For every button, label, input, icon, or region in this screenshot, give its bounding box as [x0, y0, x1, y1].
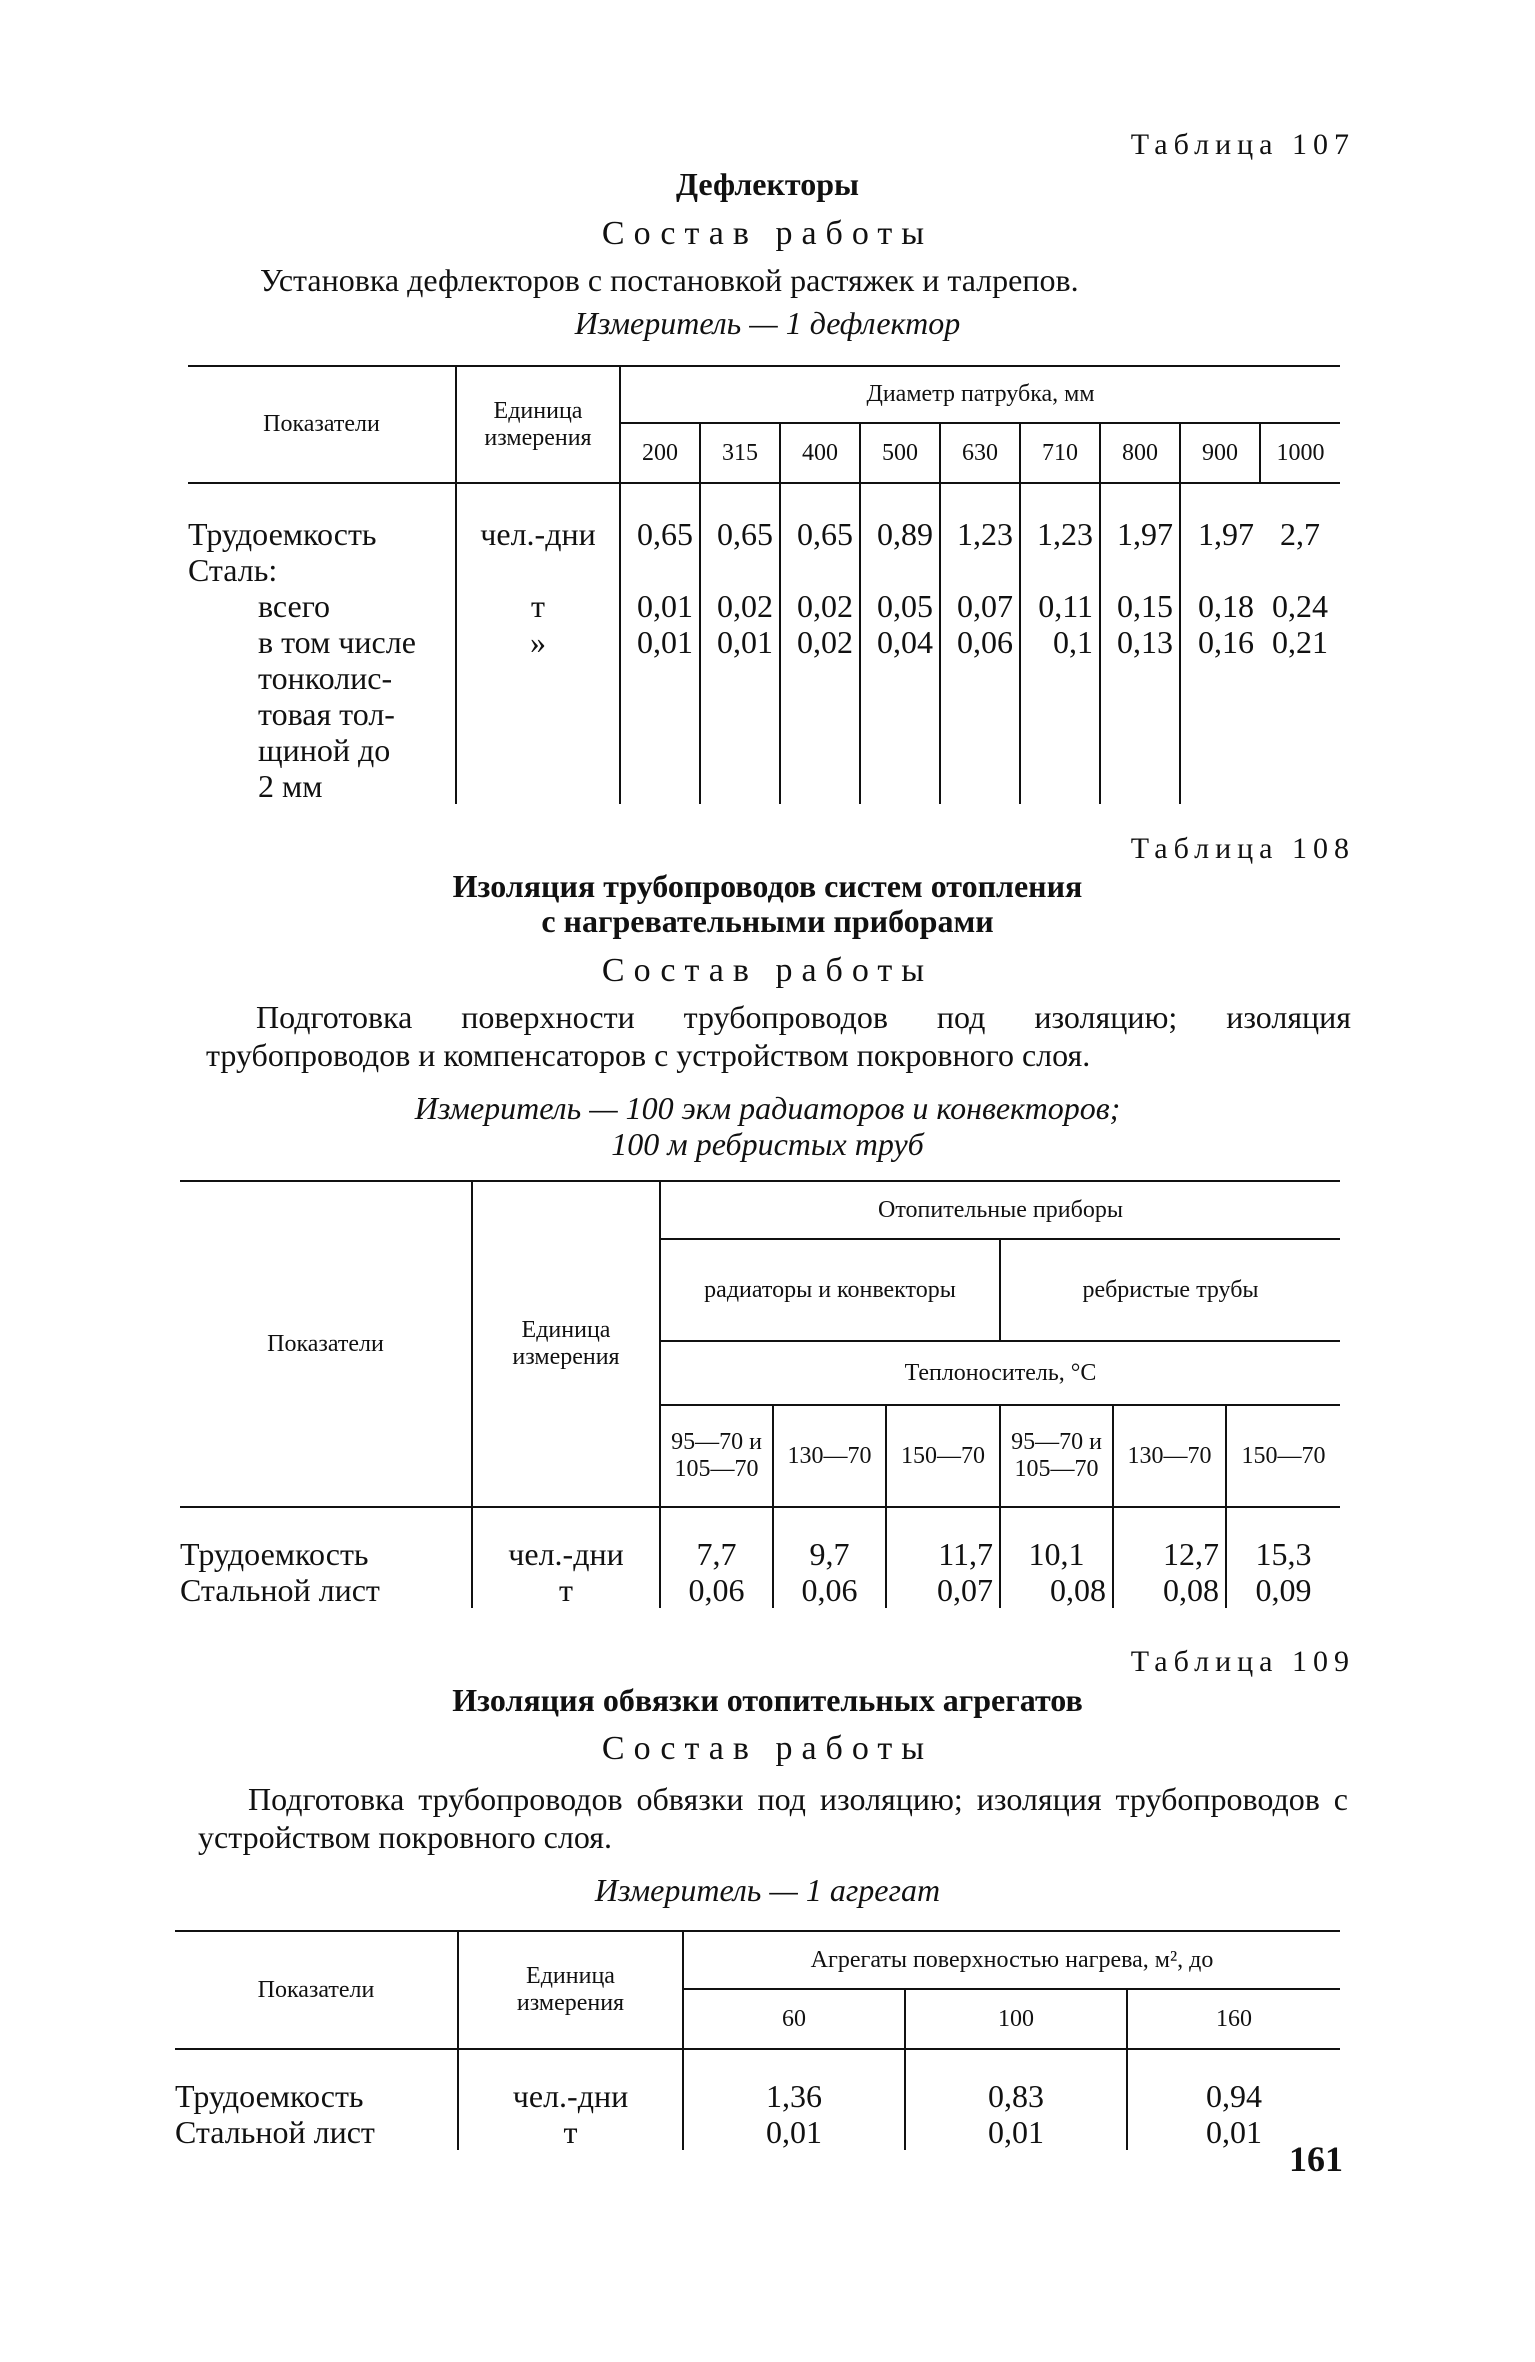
diameter-800: 800 — [1100, 423, 1180, 483]
cell: 12,7 — [1113, 1536, 1226, 1572]
row-name: Трудоемкость — [180, 1536, 369, 1572]
row-name — [188, 624, 456, 804]
row-unit: т — [472, 1572, 660, 1608]
col-header-group: Агрегаты поверхностью нагрева, м², до — [683, 1931, 1340, 1989]
diameter-900: 900 — [1180, 423, 1260, 483]
table-107 — [188, 365, 1340, 804]
table-107-composition-text: Установка дефлекторов с постановкой растяжек и талрепов. — [260, 262, 1079, 298]
row-name-line: тонколис- — [258, 660, 393, 696]
cell: 0,06 — [940, 624, 1020, 804]
cell: 0,18 — [1180, 588, 1260, 624]
col-header-indicators: Показатели — [267, 1330, 384, 1357]
col-header-diameter: Диаметр патрубка, мм — [620, 366, 1340, 423]
cell: 0,65 — [620, 516, 700, 552]
cell: 0,65 — [700, 516, 780, 552]
table-107-title: Дефлекторы — [675, 166, 859, 202]
table-108 — [180, 1180, 1340, 1608]
diameter-630: 630 — [940, 423, 1020, 483]
page-number: 161 — [1289, 2139, 1343, 2179]
diameter-315: 315 — [700, 423, 780, 483]
cell: 0,02 — [780, 624, 860, 804]
row-name: Стальной лист — [180, 1572, 380, 1608]
cell: 1,23 — [940, 516, 1020, 552]
cell: 0,08 — [1000, 1572, 1113, 1608]
row-unit: чел.-дни — [456, 516, 620, 552]
cell: 0,01 — [683, 2114, 905, 2150]
table-row — [188, 516, 1340, 552]
table-row — [180, 1536, 1340, 1572]
cell: 7,7 — [660, 1536, 773, 1572]
temp-3: 150—70 — [886, 1405, 1000, 1507]
cell: 0,65 — [780, 516, 860, 552]
cell: 0,01 — [620, 588, 700, 624]
col-header-indicators: Показатели — [257, 1976, 375, 2003]
table-row — [188, 588, 1340, 624]
table-107-label: Таблица 107 — [1130, 128, 1355, 161]
cell: 0,83 — [905, 2078, 1127, 2114]
table-108-title-line1: Изоляция трубопроводов систем отопления — [452, 868, 1083, 904]
table-109-meter: Измеритель — 1 агрегат — [594, 1872, 941, 1908]
cell: 15,3 — [1226, 1536, 1340, 1572]
diameter-200: 200 — [620, 423, 700, 483]
cell: 0,94 — [1127, 2078, 1340, 2114]
cell: 1,97 — [1100, 516, 1180, 552]
col-header-unit: Единица измерения — [458, 1931, 683, 2049]
row-name-line: в том числе — [258, 624, 416, 660]
cell: 0,09 — [1226, 1572, 1340, 1608]
cell: 0,06 — [660, 1572, 773, 1608]
cell: 0,89 — [860, 516, 940, 552]
col-header-group: Отопительные приборы — [660, 1181, 1340, 1239]
cell: 0,06 — [773, 1572, 886, 1608]
cell: 0,07 — [940, 588, 1020, 624]
cell: 9,7 — [773, 1536, 886, 1572]
size-60: 60 — [683, 1989, 905, 2049]
col-header-radiators: радиаторы и конвекторы — [660, 1239, 1000, 1341]
table-108-title-line2: с нагревательными приборами — [541, 903, 994, 939]
temp-2: 130—70 — [773, 1405, 886, 1507]
cell: 0,02 — [780, 588, 860, 624]
size-100: 100 — [905, 1989, 1127, 2049]
row-name: всего — [258, 588, 331, 624]
cell: 0,08 — [1113, 1572, 1226, 1608]
table-109 — [175, 1930, 1340, 2150]
table-109-composition-heading: Состав работы — [601, 1730, 934, 1767]
cell: 10,1 — [1000, 1536, 1113, 1572]
diameter-500: 500 — [860, 423, 940, 483]
row-name: Трудоемкость — [188, 516, 377, 552]
col-header-coolant: Теплоноситель, °С — [660, 1341, 1340, 1405]
cell: 0,01 — [620, 624, 700, 804]
cell: 0,01 — [1127, 2114, 1340, 2150]
cell: 0,07 — [886, 1572, 1000, 1608]
table-109-label: Таблица 109 — [1130, 1645, 1355, 1678]
col-header-indicators: Показатели — [263, 411, 380, 437]
temp-4: 95—70 и 105—70 — [1000, 1405, 1113, 1507]
cell: 0,21 — [1272, 624, 1328, 660]
row-unit: т — [458, 2114, 683, 2150]
table-109-title: Изоляция обвязки отопительных агрегатов — [452, 1682, 1083, 1718]
cell: 0,13 — [1100, 624, 1180, 804]
cell: 0,04 — [860, 624, 940, 804]
size-160: 160 — [1127, 1989, 1340, 2049]
cell: 0,11 — [1020, 588, 1100, 624]
col-header-finned-pipes: ребристые трубы — [1000, 1239, 1340, 1341]
row-name: Трудоемкость — [175, 2078, 364, 2114]
cell: 0,16 — [1180, 624, 1260, 804]
row-name-line: щиной до — [258, 732, 391, 768]
cell: 0,02 — [700, 588, 780, 624]
table-row — [180, 1572, 1340, 1608]
diameter-710: 710 — [1020, 423, 1100, 483]
table-107-composition-heading: Состав работы — [601, 215, 934, 252]
table-row — [175, 2114, 1340, 2150]
cell: 0,1 — [1020, 624, 1100, 804]
row-unit: чел.-дни — [472, 1536, 660, 1572]
row-unit: т — [456, 588, 620, 624]
col-header-unit: Единица измерения — [456, 366, 620, 483]
table-row — [188, 552, 1340, 588]
table-108-label: Таблица 108 — [1130, 832, 1355, 865]
row-name-line: 2 мм — [258, 768, 323, 804]
row-unit: » — [456, 624, 620, 804]
cell: 0,24 — [1272, 588, 1328, 624]
temp-6: 150—70 — [1226, 1405, 1340, 1507]
temp-1: 95—70 и 105—70 — [660, 1405, 773, 1507]
table-108-meter-line2: 100 м ребристых труб — [611, 1126, 924, 1162]
col-header-unit: Единица измерения — [472, 1181, 660, 1507]
row-name-line: товая тол- — [258, 696, 395, 732]
diameter-400: 400 — [780, 423, 860, 483]
table-row — [188, 624, 1340, 804]
cell: 0,15 — [1100, 588, 1180, 624]
cell: 1,36 — [683, 2078, 905, 2114]
table-row — [175, 2078, 1340, 2114]
cell: 0,05 — [860, 588, 940, 624]
table-107-meter: Измеритель — 1 дефлектор — [574, 305, 961, 341]
cell: 11,7 — [886, 1536, 1000, 1572]
temp-5: 130—70 — [1113, 1405, 1226, 1507]
table-108-meter-line1: Измеритель — 100 экм радиаторов и конвекторов; — [414, 1090, 1121, 1126]
cell: 2,7 — [1280, 516, 1320, 552]
table-108-composition-heading: Состав работы — [601, 952, 934, 989]
row-name: Сталь: — [188, 552, 278, 588]
table-109-composition-text: Подготовка трубопроводов обвязки под изоляцию; изоляция трубопроводов с устройством покровного слоя. — [198, 1781, 1348, 1855]
diameter-1000: 1000 — [1260, 423, 1340, 483]
cell: 0,01 — [700, 624, 780, 804]
row-name: Стальной лист — [175, 2114, 375, 2150]
cell: 1,23 — [1020, 516, 1100, 552]
cell: 1,97 — [1180, 516, 1260, 552]
cell: 0,01 — [905, 2114, 1127, 2150]
row-unit: чел.-дни — [458, 2078, 683, 2114]
table-108-composition-text: Подготовка поверхности трубопроводов под изоляцию; изоляция трубопроводов и компенсаторов с устройством покровного слоя. — [206, 999, 1351, 1073]
